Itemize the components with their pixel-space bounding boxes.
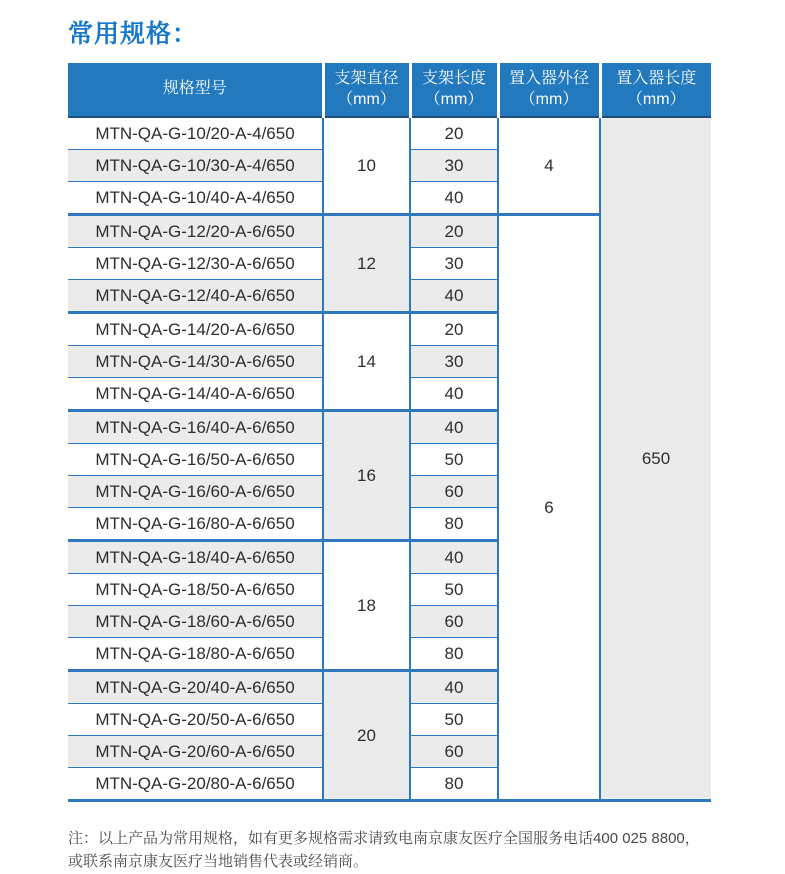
diameter-cell: 16: [323, 411, 410, 541]
model-cell: MTN-QA-G-20/50-A-6/650: [68, 704, 323, 736]
page-title: 常用规格：: [68, 20, 199, 48]
diameter-cell: 14: [323, 313, 410, 411]
model-cell: MTN-QA-G-16/50-A-6/650: [68, 444, 323, 476]
length-cell: 50: [410, 574, 498, 606]
model-cell: MTN-QA-G-20/40-A-6/650: [68, 671, 323, 704]
length-cell: 50: [410, 704, 498, 736]
header-introducer-length: 置入器长度 （mm）: [600, 63, 711, 117]
model-cell: MTN-QA-G-14/30-A-6/650: [68, 346, 323, 378]
length-cell: 80: [410, 768, 498, 801]
diameter-cell: 20: [323, 671, 410, 801]
header-stent-diameter: 支架直径 （mm）: [323, 63, 410, 117]
header-stent-length: 支架长度 （mm）: [410, 63, 498, 117]
length-cell: 40: [410, 182, 498, 215]
inserter-length-cell: 650: [600, 117, 711, 801]
model-cell: MTN-QA-G-12/20-A-6/650: [68, 215, 323, 248]
model-cell: MTN-QA-G-16/40-A-6/650: [68, 411, 323, 444]
model-cell: MTN-QA-G-18/80-A-6/650: [68, 638, 323, 671]
length-cell: 20: [410, 117, 498, 150]
model-cell: MTN-QA-G-10/20-A-4/650: [68, 117, 323, 150]
header-introducer-outer-diameter: 置入器外径 （mm）: [498, 63, 600, 117]
model-cell: MTN-QA-G-18/40-A-6/650: [68, 541, 323, 574]
length-cell: 40: [410, 378, 498, 411]
length-cell: 30: [410, 150, 498, 182]
model-cell: MTN-QA-G-14/20-A-6/650: [68, 313, 323, 346]
length-cell: 40: [410, 411, 498, 444]
footnote-line: 或联系南京康友医疗当地销售代表或经销商。: [68, 853, 369, 871]
length-cell: 60: [410, 476, 498, 508]
footnote: [68, 827, 728, 874]
model-cell: MTN-QA-G-12/40-A-6/650: [68, 280, 323, 313]
length-cell: 80: [410, 508, 498, 541]
model-cell: MTN-QA-G-10/30-A-4/650: [68, 150, 323, 182]
model-cell: MTN-QA-G-16/80-A-6/650: [68, 508, 323, 541]
model-cell: MTN-QA-G-20/80-A-6/650: [68, 768, 323, 801]
spec-table: [68, 63, 711, 802]
header-model: 规格型号: [68, 63, 323, 117]
diameter-cell: 10: [323, 117, 410, 215]
length-cell: 20: [410, 215, 498, 248]
table-row: [68, 117, 711, 150]
length-cell: 60: [410, 606, 498, 638]
header-row: [68, 63, 711, 117]
model-cell: MTN-QA-G-16/60-A-6/650: [68, 476, 323, 508]
model-cell: MTN-QA-G-18/60-A-6/650: [68, 606, 323, 638]
length-cell: 30: [410, 248, 498, 280]
length-cell: 80: [410, 638, 498, 671]
length-cell: 60: [410, 736, 498, 768]
model-cell: MTN-QA-G-14/40-A-6/650: [68, 378, 323, 411]
model-cell: MTN-QA-G-10/40-A-4/650: [68, 182, 323, 215]
length-cell: 40: [410, 541, 498, 574]
model-cell: MTN-QA-G-12/30-A-6/650: [68, 248, 323, 280]
footnote-line: 注：以上产品为常用规格，如有更多规格需求请致电南京康友医疗全国服务电话400 025 8800，: [68, 830, 700, 847]
length-cell: 50: [410, 444, 498, 476]
length-cell: 30: [410, 346, 498, 378]
outer-diameter-cell: 6: [498, 215, 600, 801]
model-cell: MTN-QA-G-20/60-A-6/650: [68, 736, 323, 768]
diameter-cell: 18: [323, 541, 410, 671]
diameter-cell: 12: [323, 215, 410, 313]
length-cell: 40: [410, 280, 498, 313]
length-cell: 40: [410, 671, 498, 704]
outer-diameter-cell: 4: [498, 117, 600, 215]
length-cell: 20: [410, 313, 498, 346]
model-cell: MTN-QA-G-18/50-A-6/650: [68, 574, 323, 606]
